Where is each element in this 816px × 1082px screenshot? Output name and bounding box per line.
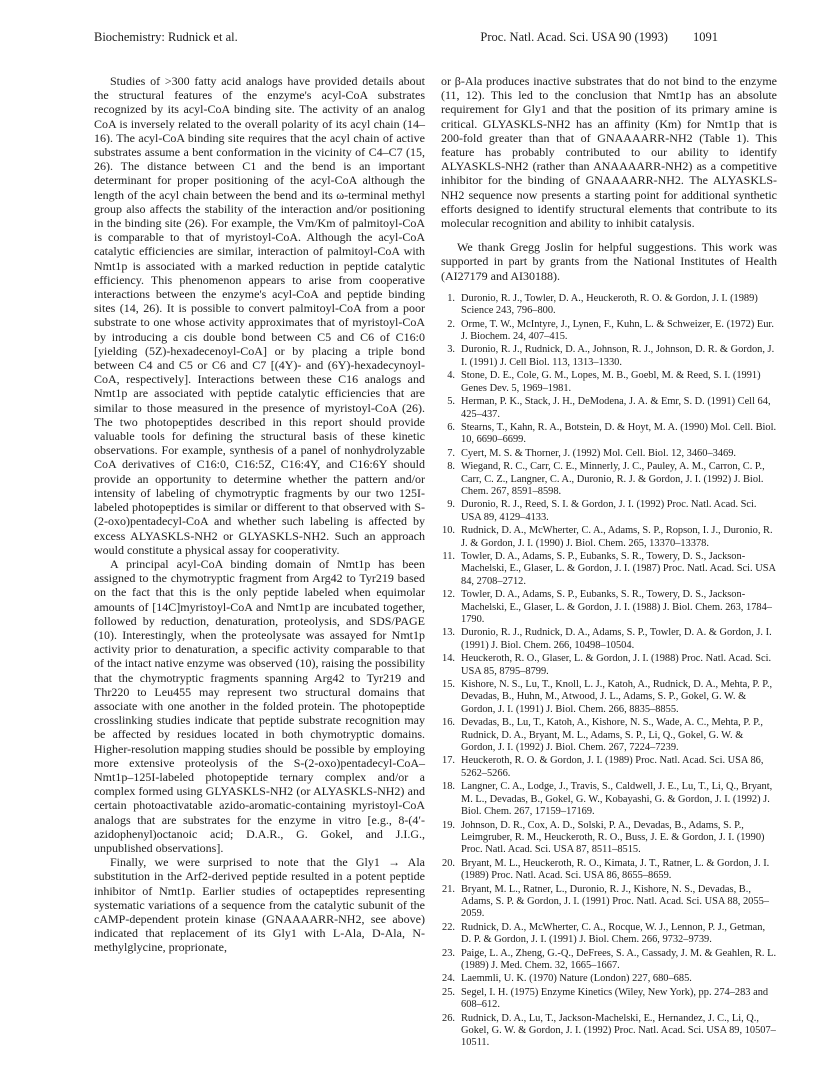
- reference-item: [441, 319, 777, 344]
- page-number: 1091: [693, 30, 718, 44]
- reference-item: [441, 293, 777, 318]
- reference-item: [441, 717, 777, 754]
- reference-item: [441, 422, 777, 447]
- reference-text: Rudnick, D. A., McWherter, C. A., Rocque, W. J., Lennon, P. J., Getman, D. P. & Gordon, J. I. (1991) J. Biol. Chem. 266, 9732–9739.: [461, 921, 766, 946]
- reference-item: [441, 948, 777, 973]
- reference-number: 8.: [447, 461, 455, 473]
- reference-item: [441, 1013, 777, 1050]
- reference-text: Orme, T. W., McIntyre, J., Lynen, F., Kuhn, L. & Schweizer, E. (1972) Eur. J. Biochem. 24, 407–415.: [461, 318, 774, 343]
- reference-item: [441, 755, 777, 780]
- reference-number: 21.: [442, 883, 455, 895]
- paragraph-acyl-coa-analogs: Studies of >300 fatty acid analogs have provided details about the structural features of the enzyme's acyl-CoA substrates recognized by its acyl-CoA binding site. The activity of an analog CoA is inversely related to the overall polarity of its acyl chain (14–16). The acyl-CoA binding site requires that the acyl chain of active substrates assume a bent conformation in the vicinity of C4–C7 (15, 26). The distance between C1 and the bend is an important determinant for proper positioning of the acyl-CoA although the length of the acyl chain between the bend and its ω-terminal methyl group also affects the stability of the interaction and/or positioning in the binding site (26). For example, the Vm/Km of palmitoyl-CoA is comparable to that of myristoyl-CoA. Although the acyl-CoA catalytic efficiencies are similar, interaction of palmitoyl-CoA with Nmt1p is associated with a marked reduction in peptide catalytic efficiency. This phenomenon appears to arise from cooperative interactions between the enzyme's acyl-CoA and peptide binding sites (14, 26). It is possible to convert palmitoyl-CoA from a poor substrate to one whose activity approximates that of myristoyl-CoA by introducing a cis double bond between C5 and C6 of C16:0 [yielding (5Z)-hexadecenoyl-CoA] or by placing a triple bond between C4 and C5 or C6 and C7 [(4Y)- and (6Y)-hexadecynoyl-CoA, respectively]. Interactions between these C16 analogs and Nmt1p are associated with peptide catalytic efficiencies that are similar to those measured in the presence of myristoyl-CoA (26). The two photopeptides described in this report should provide valuable tools for defining the structural basis of these kinetic observations. For example, synthesis of a panel of nonhydrolyzable CoA derivatives of C16:0, C16:5Z, C16:4Y, and C16:6Y should provide an opportunity to determine whether the pattern and/or intensity of labeling of chymotryptic fragments by our two 125I-labeled photopeptides is similar or different to that observed with S-(2-oxo)pentadecyl-CoA and whether such labeling is affected by excess ALYASKLS-NH2 or GLYASKLS-NH2. Such an approach would constitute a physical assay for cooperativity.: [94, 74, 425, 557]
- reference-number: 4.: [447, 370, 455, 382]
- reference-text: Towler, D. A., Adams, S. P., Eubanks, S. R., Towery, D. S., Jackson-Machelski, E., Glaser, L. & Gordon, J. I. (1987) Proc. Natl. Acad. Sci. USA 84, 2708–2712.: [461, 550, 776, 587]
- reference-text: Rudnick, D. A., Lu, T., Jackson-Machelski, E., Hernandez, J. C., Li, Q., Gokel, G. W. & Gordon, J. I. (1992) Proc. Natl. Acad. Sci. USA 89, 10507–10511.: [461, 1012, 776, 1049]
- reference-number: 1.: [447, 292, 455, 304]
- reference-item: [441, 653, 777, 678]
- reference-text: Kishore, N. S., Lu, T., Knoll, L. J., Katoh, A., Rudnick, D. A., Mehta, P. P., Devadas, B., Huhn, M., Atwood, J. L., Adams, S. P., Gokel, G. W. & Gordon, J. I. (1991) J. Biol. Chem. 266, 8835–8855.: [461, 679, 773, 715]
- reference-list: [441, 293, 777, 1050]
- journal-citation-header: [458, 30, 718, 45]
- reference-text: Devadas, B., Lu, T., Katoh, A., Kishore, N. S., Wade, A. C., Mehta, P. P., Rudnick, D. A., Bryant, M. L., Adams, S. P., Li, Q., Gokel, G. W. & Gordon, J. I. (1992) J. Biol. Chem. 267, 7224–7239.: [461, 717, 763, 754]
- reference-text: Duronio, R. J., Rudnick, D. A., Johnson, R. J., Johnson, D. R. & Gordon, J. I. (1991) J. Cell Biol. 113, 1313–1330.: [461, 344, 775, 368]
- reference-item: [441, 499, 777, 524]
- reference-number: 10.: [442, 525, 455, 537]
- paragraph-continuation: or β-Ala produces inactive substrates that do not bind to the enzyme (11, 12). This led to the conclusion that Nmt1p has an absolute requirement for Gly1 and that the position of its primary amine is critical. GLYASKLS-NH2 has an affinity (Km) for Nmt1p that is 200-fold greater than that of GNAAAARR-NH2 (Table 1). This feature has probably contributed to our ability to identify ALYASKLS-NH2 (rather than ANAAAARR-NH2) as a competitive inhibitor for the binding of GNAAAARR-NH2. The ALYASKLS-NH2 sequence now presents a starting point for additional synthetic efforts designed to identify structural elements that contribute to its molecular recognition and ability to inhibit catalysis.: [441, 74, 777, 231]
- paragraph-gly-substitution: Finally, we were surprised to note that the Gly1 → Ala substitution in the Arf2-derived peptide resulted in a potent peptide inhibitor of Nmt1p. Earlier studies of octapeptides representing systematic variations of a sequence from the catalytic subunit of the cAMP-dependent protein kinase (GNAAAARR-NH2, see above) indicated that replacement of its Gly1 with L-Ala, D-Ala, N-methylglycine, proprionate,: [94, 855, 425, 955]
- reference-text: Duronio, R. J., Towler, D. A., Heuckeroth, R. O. & Gordon, J. I. (1989) Science 243, 796–800.: [461, 292, 758, 317]
- reference-text: Duronio, R. J., Reed, S. I. & Gordon, J. I. (1992) Proc. Natl. Acad. Sci. USA 89, 4129–4133.: [461, 499, 757, 523]
- reference-text: Wiegand, R. C., Carr, C. E., Minnerly, J. C., Pauley, A. M., Carron, C. P., Carr, C. Z., Langner, C. A., Duronio, R. J. & Gordon, J. I. (1992) J. Biol. Chem. 267, 8591–8598.: [461, 461, 765, 497]
- acknowledgment: We thank Gregg Joslin for helpful suggestions. This work was supported in part by grants from the National Institutes of Health (AI27179 and AI30188).: [441, 240, 777, 283]
- reference-number: 25.: [442, 986, 455, 998]
- reference-item: [441, 461, 777, 498]
- reference-item: [441, 344, 777, 369]
- reference-number: 11.: [442, 550, 455, 562]
- reference-number: 17.: [442, 755, 455, 767]
- reference-text: Rudnick, D. A., McWherter, C. A., Adams, S. P., Ropson, I. J., Duronio, R. J. & Gordon, J. I. (1990) J. Biol. Chem. 265, 13370–13378.: [461, 525, 773, 549]
- reference-text: Segel, I. H. (1975) Enzyme Kinetics (Wiley, New York), pp. 274–283 and 608–612.: [461, 986, 769, 1011]
- journal-name: Proc. Natl. Acad. Sci. USA 90 (1993): [480, 30, 668, 44]
- reference-item: [441, 525, 777, 550]
- reference-number: 15.: [442, 679, 455, 691]
- reference-item: [441, 922, 777, 947]
- reference-number: 23.: [442, 947, 455, 959]
- reference-number: 5.: [447, 396, 455, 408]
- reference-item: [441, 589, 777, 626]
- running-header: [94, 30, 718, 48]
- reference-item: [441, 551, 777, 588]
- reference-number: 3.: [447, 344, 455, 356]
- reference-number: 2.: [447, 318, 455, 330]
- reference-number: 6.: [447, 421, 455, 433]
- left-column: [94, 74, 425, 955]
- reference-text: Bryant, M. L., Ratner, L., Duronio, R. J., Kishore, N. S., Devadas, B., Adams, S. P. & Gordon, J. I. (1991) Proc. Natl. Acad. Sci. USA 88, 2055–2059.: [461, 883, 769, 920]
- paragraph-binding-domain: A principal acyl-CoA binding domain of Nmt1p has been assigned to the chymotryptic fragment from Arg42 to Tyr219 based on the fact that this is the only peptide labeled when equimolar amounts of [14C]myristoyl-CoA and Nmt1p are incubated together, followed by reduction, denaturation, proteolysis, and SDS/PAGE (10). Interestingly, when the proteolysate was assayed for Nmt1p activity prior to denaturation, a specific activity comparable to that of the intact native enzyme was observed (10), raising the possibility that the chymotryptic fragments spanning Arg42 to Tyr219 and Thr220 to Leu455 may represent two structural domains that associate with one another in the folded protein. The photopeptide crosslinking studies indicate that peptide substrate recognition may be affected by residues located in both chymotryptic domains. Higher-resolution mapping studies should be possible by employing more extensive proteolysis of the S-(2-oxo)pentadecyl-CoA–Nmt1p–125I-labeled photopeptide ternary complex and/or a complex formed using GLYASKLS-NH2 (or ALYASKLS-NH2) and certain photoactivatable azido-aromatic-containing myristoyl-CoA analogs that are substrates for the enzyme in vitro [e.g., 8-(4′-azidophenyl)octanoic acid; D.A.R., G. Gokel, and J.I.G., unpublished observations].: [94, 556, 425, 855]
- reference-item: [441, 858, 777, 883]
- reference-item: [441, 396, 777, 421]
- reference-number: 24.: [442, 973, 455, 985]
- reference-text: Laemmli, U. K. (1970) Nature (London) 227, 680–685.: [461, 973, 692, 985]
- reference-item: [441, 987, 777, 1012]
- reference-item: [441, 884, 777, 921]
- reference-item: [441, 627, 777, 652]
- reference-number: 9.: [447, 499, 455, 511]
- reference-number: 26.: [442, 1012, 455, 1024]
- reference-item: [441, 370, 777, 395]
- reference-text: Cyert, M. S. & Thorner, J. (1992) Mol. Cell. Biol. 12, 3460–3469.: [461, 447, 737, 459]
- reference-number: 7.: [447, 447, 455, 459]
- reference-text: Bryant, M. L., Heuckeroth, R. O., Kimata, J. T., Ratner, L. & Gordon, J. I. (1989) Proc. Natl. Acad. Sci. USA 86, 8655–8659.: [461, 857, 770, 882]
- reference-number: 12.: [442, 589, 455, 601]
- reference-text: Towler, D. A., Adams, S. P., Eubanks, S. R., Towery, D. S., Jackson-Machelski, E., Glaser, L. & Gordon, J. I. (1988) J. Biol. Chem. 263, 1784–1790.: [461, 589, 772, 625]
- reference-number: 20.: [442, 857, 455, 869]
- reference-text: Duronio, R. J., Rudnick, D. A., Adams, S. P., Towler, D. A. & Gordon, J. I. (1991) J. Biol. Chem. 266, 10498–10504.: [461, 627, 772, 651]
- reference-text: Stearns, T., Kahn, R. A., Botstein, D. & Hoyt, M. A. (1990) Mol. Cell. Biol. 10, 6690–6699.: [461, 421, 777, 446]
- reference-text: Langner, C. A., Lodge, J., Travis, S., Caldwell, J. E., Lu, T., Li, Q., Bryant, M. L., Devadas, B., Gokel, G. W., Kobayashi, G. & Gordon, J. I. (1992) J. Biol. Chem. 267, 17159–17169.: [461, 781, 773, 818]
- reference-number: 19.: [442, 819, 455, 831]
- reference-number: 22.: [442, 921, 455, 933]
- reference-text: Herman, P. K., Stack, J. H., DeModena, J. A. & Emr, S. D. (1991) Cell 64, 425–437.: [461, 396, 771, 420]
- reference-text: Paige, L. A., Zheng, G.-Q., DeFrees, S. A., Cassady, J. M. & Geahlen, R. L. (1989) J. Med. Chem. 32, 1665–1667.: [461, 947, 777, 971]
- reference-item: [441, 973, 777, 985]
- running-title: Biochemistry: Rudnick et al.: [94, 30, 238, 44]
- reference-number: 14.: [442, 653, 455, 665]
- reference-item: [441, 448, 777, 460]
- reference-text: Heuckeroth, R. O. & Gordon, J. I. (1989) Proc. Natl. Acad. Sci. USA 86, 5262–5266.: [461, 755, 764, 779]
- reference-item: [441, 820, 777, 857]
- reference-number: 13.: [442, 627, 455, 639]
- reference-number: 18.: [442, 781, 455, 793]
- reference-text: Heuckeroth, R. O., Glaser, L. & Gordon, J. I. (1988) Proc. Natl. Acad. Sci. USA 85, 8795–8799.: [461, 653, 772, 677]
- reference-text: Johnson, D. R., Cox, A. D., Solski, P. A., Devadas, B., Adams, S. P., Leimgruber, R. M., Heuckeroth, R. O., Buss, J. E. & Gordon, J. I. (1990) Proc. Natl. Acad. Sci. USA 87, 8511–8515.: [461, 819, 765, 856]
- reference-text: Stone, D. E., Cole, G. M., Lopes, M. B., Goebl, M. & Reed, S. I. (1991) Genes Dev. 5, 1969–1981.: [461, 370, 761, 394]
- right-column: [441, 74, 777, 1051]
- reference-number: 16.: [442, 717, 455, 729]
- reference-item: [441, 781, 777, 818]
- reference-item: [441, 679, 777, 716]
